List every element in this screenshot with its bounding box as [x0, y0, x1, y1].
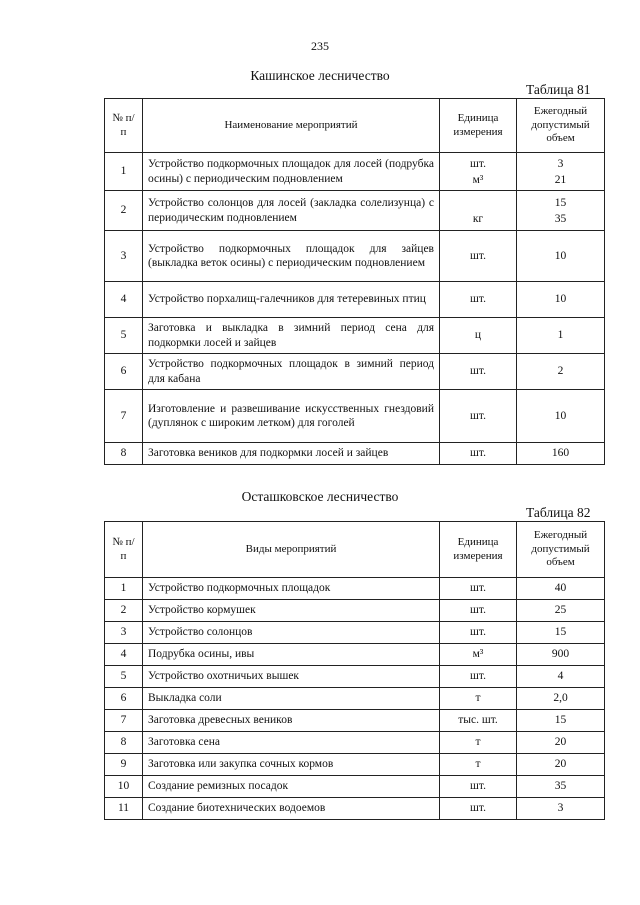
row-volume: 40 [517, 578, 605, 600]
row-volume: 15 [517, 710, 605, 732]
row-num: 4 [105, 282, 143, 318]
row-num: 5 [105, 666, 143, 688]
row-volume: 4 [517, 666, 605, 688]
row-unit: т [440, 732, 517, 754]
row-num: 3 [105, 622, 143, 644]
table-row [105, 688, 605, 710]
row-name: Создание ремизных посадок [143, 776, 440, 798]
row-unit: м³ [440, 644, 517, 666]
row-unit: шт. [440, 798, 517, 820]
table-row [105, 600, 605, 622]
table-row [105, 754, 605, 776]
row-volume: 2 [517, 354, 605, 390]
table-row [105, 318, 605, 354]
page-number: 235 [311, 39, 329, 53]
header-num: № п/п [105, 99, 143, 153]
row-unit [440, 191, 517, 231]
row-name: Устройство солонцов для лосей (закладка солелизунца) с периодическим подновлением [143, 191, 440, 231]
row-unit: шт. [440, 622, 517, 644]
row-num: 7 [105, 390, 143, 443]
table-row [105, 443, 605, 465]
table-header-row [105, 522, 605, 578]
row-unit: шт. [440, 390, 517, 443]
row-num: 6 [105, 688, 143, 710]
row-volume: 10 [517, 390, 605, 443]
volume-line-1: 3 [557, 157, 564, 170]
row-name: Заготовка или закупка сочных кормов [143, 754, 440, 776]
row-name: Устройство охотничьих вышек [143, 666, 440, 688]
table-row [105, 622, 605, 644]
unit-line-2: м³ [472, 173, 484, 186]
header-name: Наименование мероприятий [143, 99, 440, 153]
header-unit: Единица измерения [440, 522, 517, 578]
row-name: Устройство подкормочных площадок для зайцев (выкладка веток осины) с периодическим подновлением [143, 231, 440, 282]
row-volume: 2,0 [517, 688, 605, 710]
row-name: Устройство кормушек [143, 600, 440, 622]
row-volume: 10 [517, 282, 605, 318]
row-volume [517, 191, 605, 231]
row-volume: 20 [517, 732, 605, 754]
row-num: 3 [105, 231, 143, 282]
row-name: Заготовка веников для подкормки лосей и зайцев [143, 443, 440, 465]
row-unit: шт. [440, 443, 517, 465]
table-header-row [105, 99, 605, 153]
table-row [105, 776, 605, 798]
row-unit: шт. [440, 282, 517, 318]
header-name: Виды мероприятий [143, 522, 440, 578]
row-name: Подрубка осины, ивы [143, 644, 440, 666]
row-num: 1 [105, 578, 143, 600]
table-row [105, 710, 605, 732]
row-unit: шт. [440, 578, 517, 600]
row-volume: 10 [517, 231, 605, 282]
row-unit: тыс. шт. [440, 710, 517, 732]
table-row [105, 644, 605, 666]
row-volume: 160 [517, 443, 605, 465]
row-unit: шт. [440, 231, 517, 282]
header-volume: Ежегодный допустимый объем [517, 522, 605, 578]
row-unit: шт. [440, 776, 517, 798]
table-row [105, 798, 605, 820]
table-label-81: Таблица 81 [526, 82, 591, 97]
row-volume: 15 [517, 622, 605, 644]
row-name: Устройство подкормочных площадок [143, 578, 440, 600]
row-num: 5 [105, 318, 143, 354]
header-unit: Единица измерения [440, 99, 517, 153]
row-volume: 3 [517, 798, 605, 820]
row-num: 6 [105, 354, 143, 390]
volume-line-2: 35 [554, 212, 567, 225]
row-name: Заготовка древесных веников [143, 710, 440, 732]
unit-line-1: шт. [470, 157, 486, 170]
table-row [105, 191, 605, 231]
row-num: 11 [105, 798, 143, 820]
table-label-82: Таблица 82 [526, 505, 591, 520]
row-unit: ц [440, 318, 517, 354]
row-volume: 25 [517, 600, 605, 622]
row-volume: 20 [517, 754, 605, 776]
row-name: Создание биотехнических водоемов [143, 798, 440, 820]
row-name: Выкладка соли [143, 688, 440, 710]
row-unit [440, 153, 517, 191]
table-row [105, 231, 605, 282]
row-name: Заготовка сена [143, 732, 440, 754]
table-row [105, 282, 605, 318]
row-num: 2 [105, 191, 143, 231]
row-num: 2 [105, 600, 143, 622]
row-unit: шт. [440, 600, 517, 622]
row-name: Заготовка и выкладка в зимний период сена для подкормки лосей и зайцев [143, 318, 440, 354]
table-row [105, 666, 605, 688]
volume-line-1: 15 [554, 196, 567, 209]
row-volume [517, 153, 605, 191]
row-volume: 1 [517, 318, 605, 354]
table-row [105, 354, 605, 390]
table-row [105, 390, 605, 443]
row-num: 1 [105, 153, 143, 191]
row-num: 10 [105, 776, 143, 798]
row-num: 8 [105, 443, 143, 465]
section-title-kashinskoe: Кашинское лесничество [250, 68, 390, 83]
table-row [105, 153, 605, 191]
row-num: 4 [105, 644, 143, 666]
table-82 [104, 521, 605, 820]
section-title-ostashkovskoe: Осташковское лесничество [241, 489, 399, 504]
row-volume: 35 [517, 776, 605, 798]
row-name: Изготовление и развешивание искусственных гнездовий (дуплянок с широким летком) для гоголей [143, 390, 440, 443]
header-volume: Ежегодный допустимый объем [517, 99, 605, 153]
row-num: 9 [105, 754, 143, 776]
volume-line-2: 21 [554, 173, 567, 186]
table-row [105, 732, 605, 754]
row-unit: шт. [440, 666, 517, 688]
row-unit: т [440, 754, 517, 776]
unit-line-2: кг [472, 212, 484, 225]
row-volume: 900 [517, 644, 605, 666]
row-name: Устройство подкормочных площадок для лосей (подрубка осины) с периодическим подновлением [143, 153, 440, 191]
header-num: № п/п [105, 522, 143, 578]
row-name: Устройство порхалищ-галечников для тетеревиных птиц [143, 282, 440, 318]
row-num: 8 [105, 732, 143, 754]
row-name: Устройство солонцов [143, 622, 440, 644]
row-unit: шт. [440, 354, 517, 390]
table-81 [104, 98, 605, 465]
row-name: Устройство подкормочных площадок в зимний период для кабана [143, 354, 440, 390]
row-unit: т [440, 688, 517, 710]
row-num: 7 [105, 710, 143, 732]
table-row [105, 578, 605, 600]
